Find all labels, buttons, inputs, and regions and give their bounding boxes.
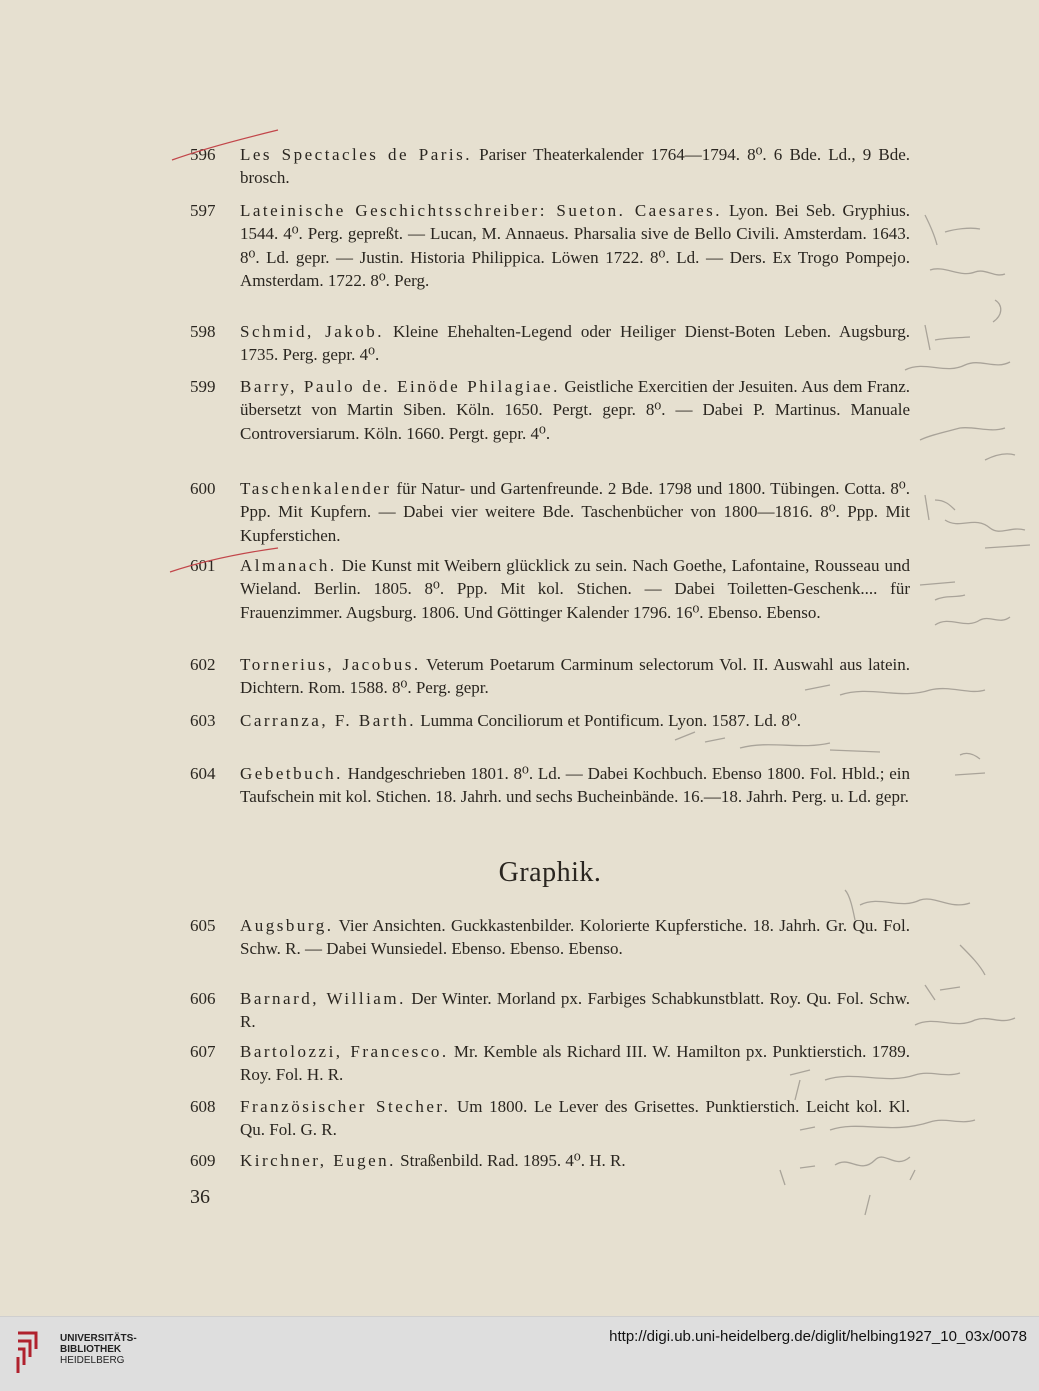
entry-number: 603 [190,711,216,730]
pencil-note [925,215,980,245]
page-url-link[interactable]: http://digi.ub.uni-heidelberg.de/diglit/helbing1927_10_03x/0078 [609,1328,1027,1345]
entry-description: Lumma Conciliorum et Pontificum. Lyon. 1587. Ld. 8⁰. [415,711,802,730]
section-heading: Graphik. [498,857,602,888]
entry-description: Geistliche Exercitien der Jesuiten. Aus dem Franz. übersetzt von Martin Siben. Köln. 1650. Pergt. gepr. 8⁰. — Dabei P. Martinus. Manuale Controversiarum. Köln. 1660. Pergt. gepr. 4⁰. [240,377,910,443]
entry-number: 601 [190,556,216,575]
catalog-entry-602 [190,653,910,700]
entry-title: Barry, Paulo de. Einöde Philagiae. [240,377,560,396]
entry-number: 609 [190,1151,216,1170]
entry-title: Tornerius, Jacobus. [240,655,421,674]
pencil-note [993,300,1001,322]
pencil-note [960,945,985,975]
entry-description: für Natur- und Gartenfreunde. 2 Bde. 1798 und 1800. Tübingen. Cotta. 8⁰. Ppp. Mit Kupfern. — Dabei vier weitere Bde. Taschenbücher von 1800—1816. 8⁰. Ppp. Mit Kupferstichen. [240,479,910,545]
catalog-entry-597 [190,199,910,292]
entry-title: Augsburg. [240,916,334,935]
catalog-entry-607 [190,1040,910,1087]
entry-description: Die Kunst mit Weibern glücklick zu sein. Nach Goethe, Lafontaine, Rousseau und Wieland. Berlin. 1805. 8⁰. Ppp. Mit kol. Stichen. — Dabei Toiletten-Geschenk.... für Frauenzimmer. Augsburg. 1806. Und Göttinger Kalender 1796. 16⁰. Ebenso. Ebenso. [240,556,910,622]
catalog-entry-605 [190,914,910,961]
entry-number: 608 [190,1097,216,1116]
entry-description: Lyon. Bei Seb. Gryphius. 1544. 4⁰. Perg. gepreßt. — Lucan, M. Annaeus. Pharsalia sive de Bello Civili. Amsterdam. 1643. 8⁰. Ld. gepr. — Justin. Historia Philippica. Löwen 1722. 8⁰. Ld. — Ders. Ex Trogo Pompejo. Amsterdam. 1722. 8⁰. Perg. [240,201,910,290]
entry-title: Kirchner, Eugen. [240,1151,396,1170]
catalog-entry-604 [190,762,910,809]
entry-title: Almanach. [240,556,337,575]
pencil-note [935,617,1010,625]
entry-number: 599 [190,377,216,396]
entry-number: 607 [190,1042,216,1061]
entry-description: Mr. Kemble als Richard III. W. Hamilton px. Punktierstich. 1789. Roy. Fol. H. R. [240,1042,911,1085]
catalog-entry-601 [190,554,910,624]
pencil-note [675,732,880,752]
entry-description: Handgeschrieben 1801. 8⁰. Ld. — Dabei Kochbuch. Ebenso 1800. Fol. Hbld.; ein Taufschein mit kol. Stichen. 18. Jahrh. und sechs Bucheinbände. 16.—18. Jahrh. Perg. u. Ld. gepr. [240,764,910,807]
pencil-note [930,269,1005,275]
entry-description: Um 1800. Le Lever des Grisettes. Punktierstich. Leicht kol. Kl. Qu. Fol. G. R. [240,1097,910,1140]
entry-title: Lateinische Geschichtsschreiber: Sueton. Caesares. [240,201,723,220]
entry-number: 604 [190,764,216,783]
entry-number: 600 [190,479,216,498]
entry-title: Les Spectacles de Paris. [240,145,472,164]
entry-title: Französischer Stecher. [240,1097,451,1116]
entry-number: 596 [190,145,216,164]
catalog-entry-609 [190,1149,910,1172]
entry-description: Vier Ansichten. Guckkastenbilder. Kolorierte Kupferstiche. 18. Jahrh. Gr. Qu. Fol. Schw. R. — Dabei Wunsiedel. Ebenso. Ebenso. Ebenso. [240,916,910,959]
entry-description: Der Winter. Morland px. Farbiges Schabkunstblatt. Roy. Qu. Fol. Schw. R. [240,989,910,1032]
pencil-note [985,545,1030,548]
library-name-line1: UNIVERSITÄTS- [60,1333,137,1344]
entry-title: Barnard, William. [240,989,406,1008]
pencil-note [920,582,965,600]
pencil-note [985,454,1015,460]
catalog-entry-606 [190,987,910,1034]
entry-title: Taschenkalender [240,479,392,498]
library-name-line3: HEIDELBERG [60,1355,125,1366]
catalog-entry-608 [190,1095,910,1142]
pencil-note [955,753,985,775]
catalog-entry-598 [190,320,910,367]
library-name-line2: BIBLIOTHEK [60,1344,122,1355]
entry-description: Veterum Poetarum Carminum selectorum Vol. II. Auswahl aus latein. Dichtern. Rom. 1588. 8⁰. Perg. gepr. [240,655,911,698]
pencil-note [920,428,1005,440]
entry-number: 598 [190,322,216,341]
catalog-entry-599 [190,375,910,445]
entry-number: 597 [190,201,216,220]
pencil-note [925,325,970,350]
entry-description: Straßenbild. Rad. 1895. 4⁰. H. R. [395,1151,626,1170]
library-logo-icon [12,1327,52,1377]
library-logo-text [60,1333,137,1366]
catalog-entry-600 [190,477,910,547]
pencil-note [905,362,1010,370]
pencil-note [915,985,1015,1025]
entry-description: Kleine Ehehalten-Legend oder Heiliger Dienst-Boten Leben. Augsburg. 1735. Perg. gepr. 4⁰. [240,322,910,365]
entry-title: Bartolozzi, Francesco. [240,1042,449,1061]
catalog-entry-596 [190,143,910,190]
entry-title: Carranza, F. Barth. [240,711,416,730]
entry-description: Pariser Theaterkalender 1764—1794. 8⁰. 6 Bde. Ld., 9 Bde. brosch. [240,145,910,188]
catalog-entry-603 [190,709,910,732]
entry-title: Gebetbuch. [240,764,343,783]
entry-number: 602 [190,655,216,674]
entry-number: 606 [190,989,216,1008]
entry-title: Schmid, Jakob. [240,322,385,341]
page-number: 36 [190,1186,210,1208]
pencil-note [945,520,1025,531]
pencil-note [925,495,955,520]
entry-number: 605 [190,916,216,935]
